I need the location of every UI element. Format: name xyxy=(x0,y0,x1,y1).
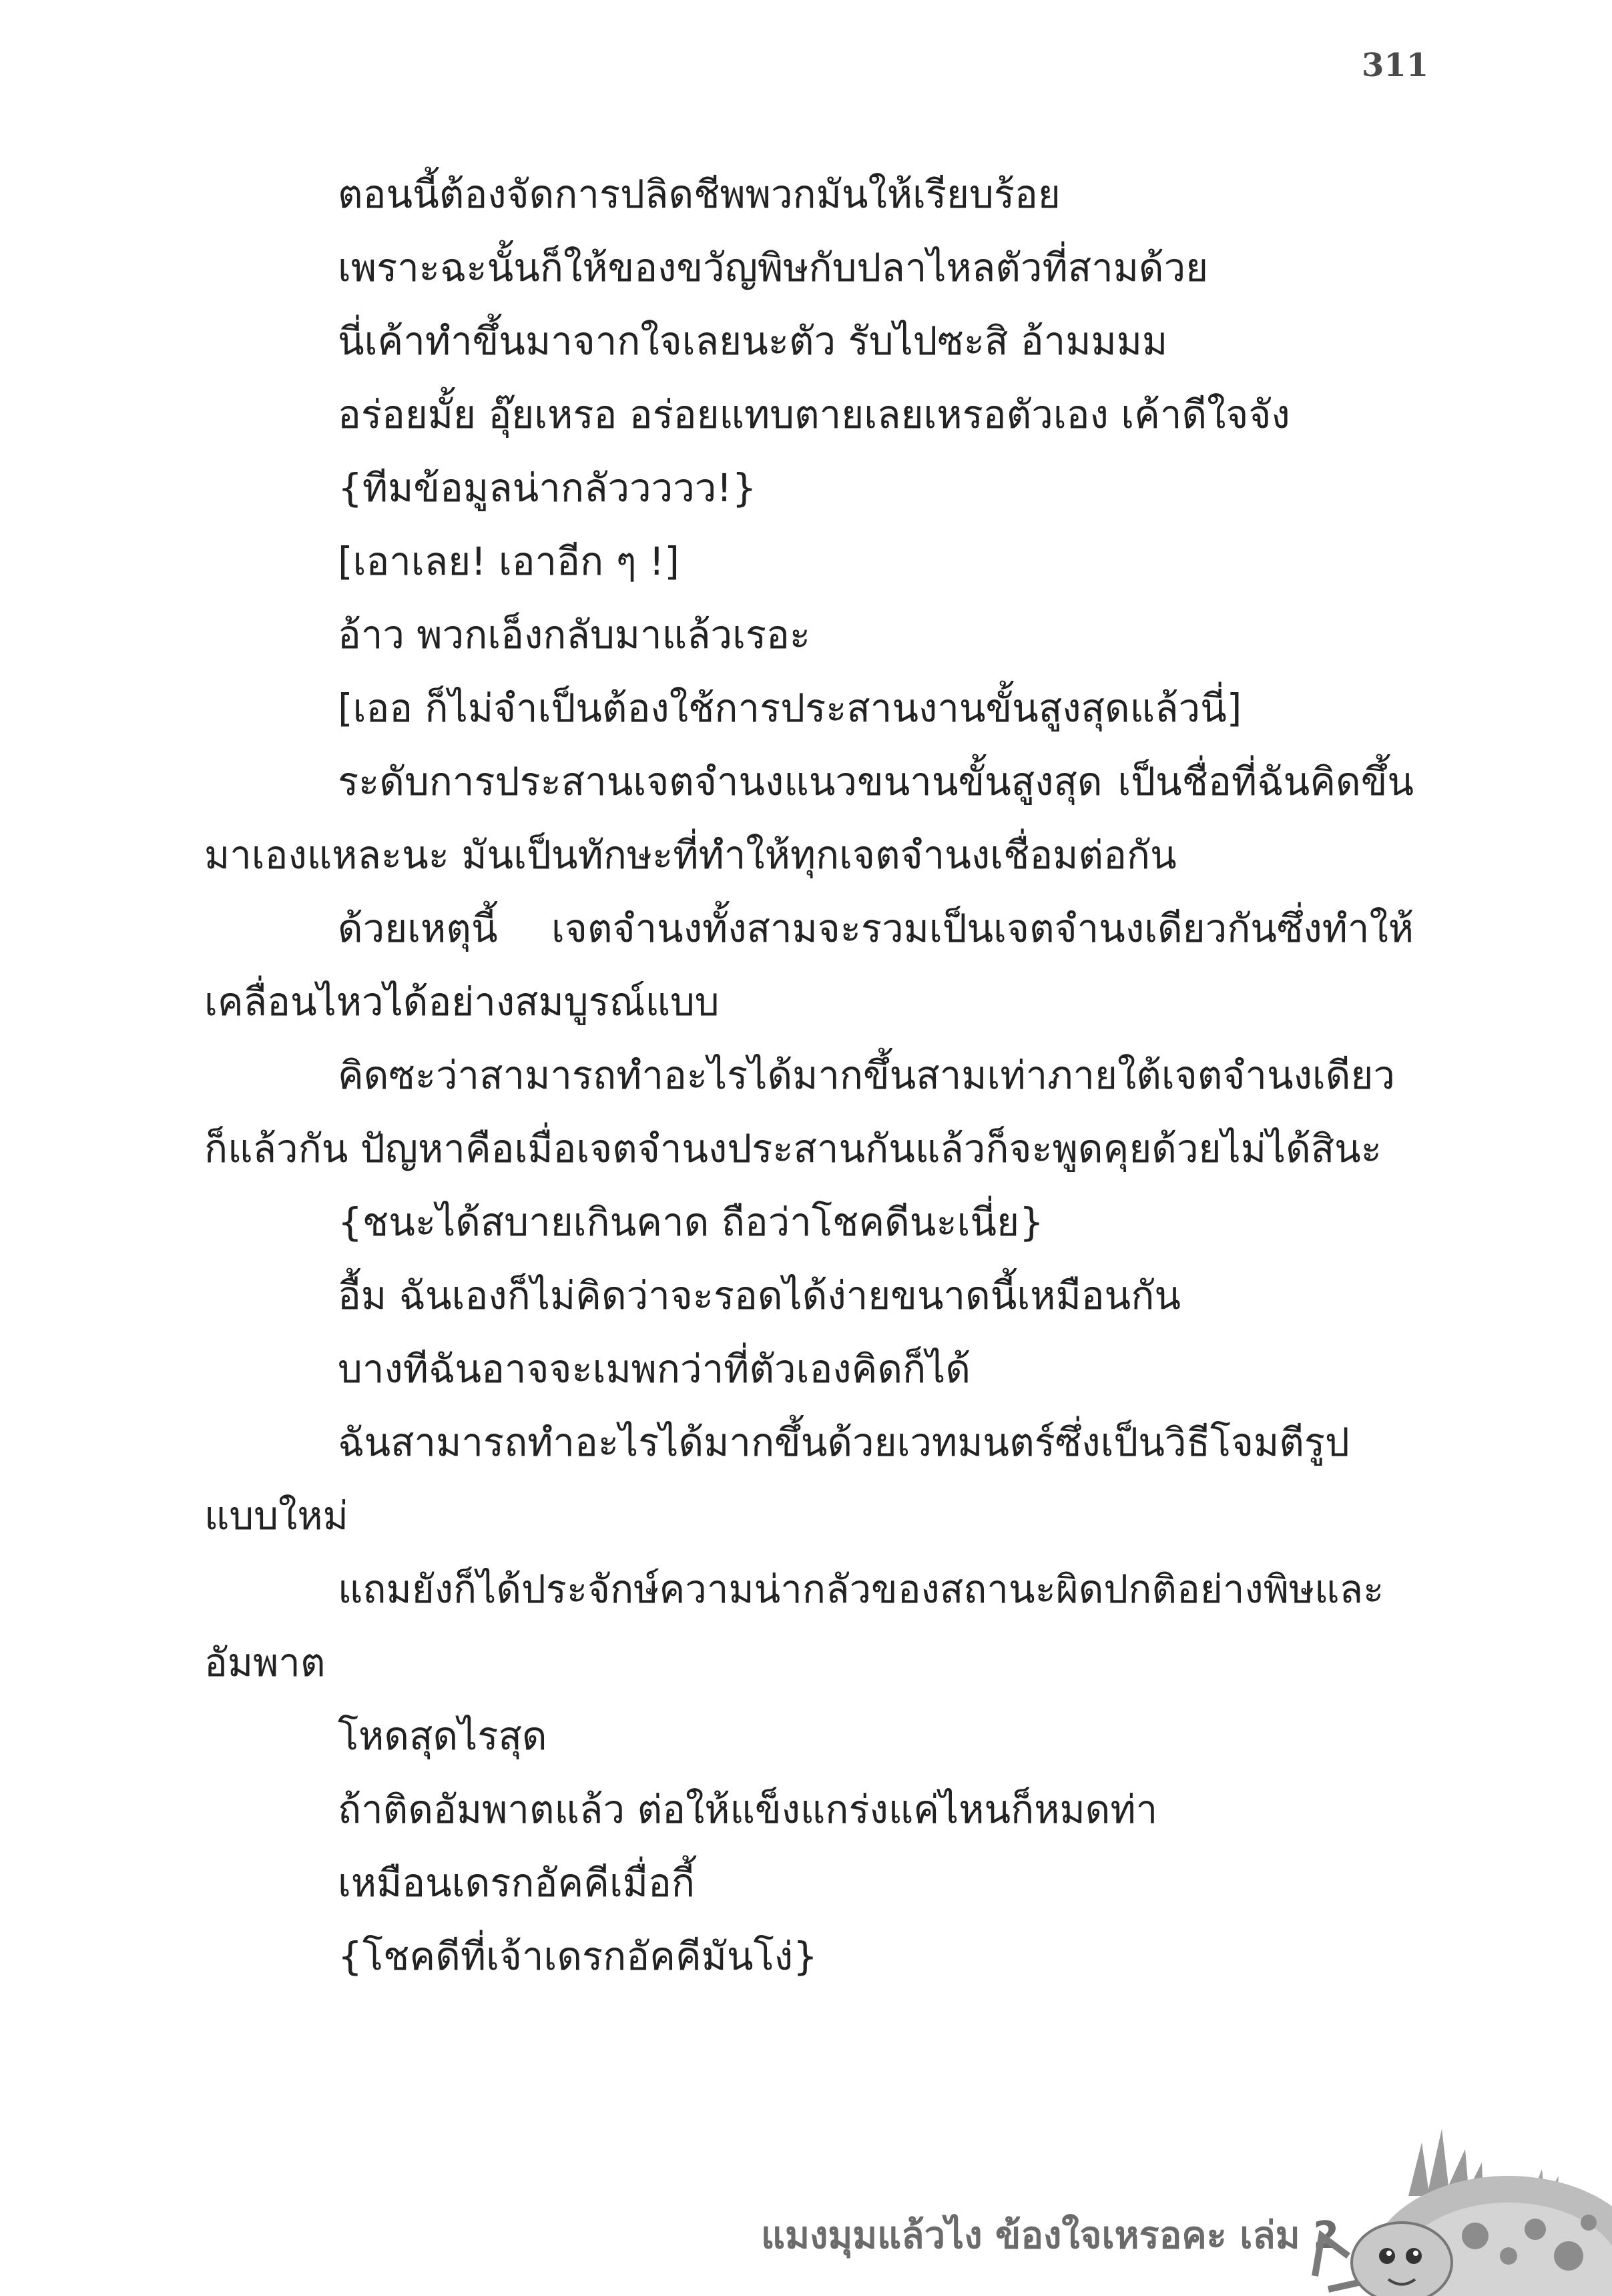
paragraph: [เออ ก็ไม่จำเป็นต้องใช้การประสานงานขั้นสูงสุดแล้วนี่] xyxy=(338,685,1242,731)
page-number: 311 xyxy=(1362,47,1429,84)
paragraph: ด้วยเหตุนี้ เจตจำนงทั้งสามจะรวมเป็นเจตจำนงเดียวกันซึ่งทำให้เคลื่อนไหวได้อย่างสมบูรณ์แบบ xyxy=(204,906,1414,1025)
paragraph: {โชคดีที่เจ้าเดรกอัคคีมันโง่} xyxy=(338,1934,818,1979)
paragraph: เพราะฉะนั้นก็ให้ของขวัญพิษกับปลาไหลตัวที่สามด้วย xyxy=(338,245,1209,290)
paragraph: ตอนนี้ต้องจัดการปลิดชีพพวกมันให้เรียบร้อย xyxy=(338,172,1061,217)
footer-book-title: แมงมุมแล้วไง ข้องใจเหรอคะ เล่ม 2 xyxy=(761,2214,1340,2257)
paragraph: บางทีฉันอาจจะเมพกว่าที่ตัวเองคิดก็ได้ xyxy=(338,1346,971,1392)
paragraph: อร่อยมั้ย อุ๊ยเหรอ อร่อยแทบตายเลยเหรอตัวเอง เค้าดีใจจัง xyxy=(338,392,1290,437)
paragraph: {ชนะได้สบายเกินคาด ถือว่าโชคดีนะเนี่ย} xyxy=(338,1199,1044,1245)
paragraph: ถ้าติดอัมพาตแล้ว ต่อให้แข็งแกร่งแค่ไหนก็หมดท่า xyxy=(338,1787,1158,1832)
spider-mascot-icon xyxy=(1308,2122,1612,2296)
paragraph: คิดซะว่าสามารถทำอะไรได้มากขึ้นสามเท่าภายใต้เจตจำนงเดียวก็แล้วกัน ปัญหาคือเมื่อเจตจำนงประสานกันแล้วก็จะพูดคุยด้วยไม่ได้สินะ xyxy=(204,1053,1395,1171)
paragraph: แถมยังก็ได้ประจักษ์ความน่ากลัวของสถานะผิดปกติอย่างพิษและอัมพาต xyxy=(204,1566,1384,1685)
paragraph: {ทีมข้อมูลน่ากลัววววว!} xyxy=(338,465,757,511)
paragraph: อ้าว พวกเอ็งกลับมาแล้วเรอะ xyxy=(338,612,811,657)
paragraph: ฉันสามารถทำอะไรได้มากขึ้นด้วยเวทมนตร์ซึ่งเป็นวิธีโจมตีรูปแบบใหม่ xyxy=(204,1420,1350,1538)
paragraph: [เอาเลย! เอาอีก ๆ !] xyxy=(338,539,680,584)
paragraph: เหมือนเดรกอัคคีเมื่อกี้ xyxy=(338,1860,695,1906)
body-text xyxy=(204,158,1414,1993)
paragraph: อื้ม ฉันเองก็ไม่คิดว่าจะรอดได้ง่ายขนาดนี้เหมือนกัน xyxy=(338,1273,1181,1318)
paragraph: ระดับการประสานเจตจำนงแนวขนานขั้นสูงสุด เป็นชื่อที่ฉันคิดขึ้นมาเองแหละนะ มันเป็นทักษะที่ทำให้ทุกเจตจำนงเชื่อมต่อกัน xyxy=(204,759,1414,878)
paragraph: นี่เค้าทำขึ้นมาจากใจเลยนะตัว รับไปซะสิ อ้ามมมม xyxy=(338,318,1168,364)
paragraph: โหดสุดไรสุด xyxy=(338,1713,547,1759)
